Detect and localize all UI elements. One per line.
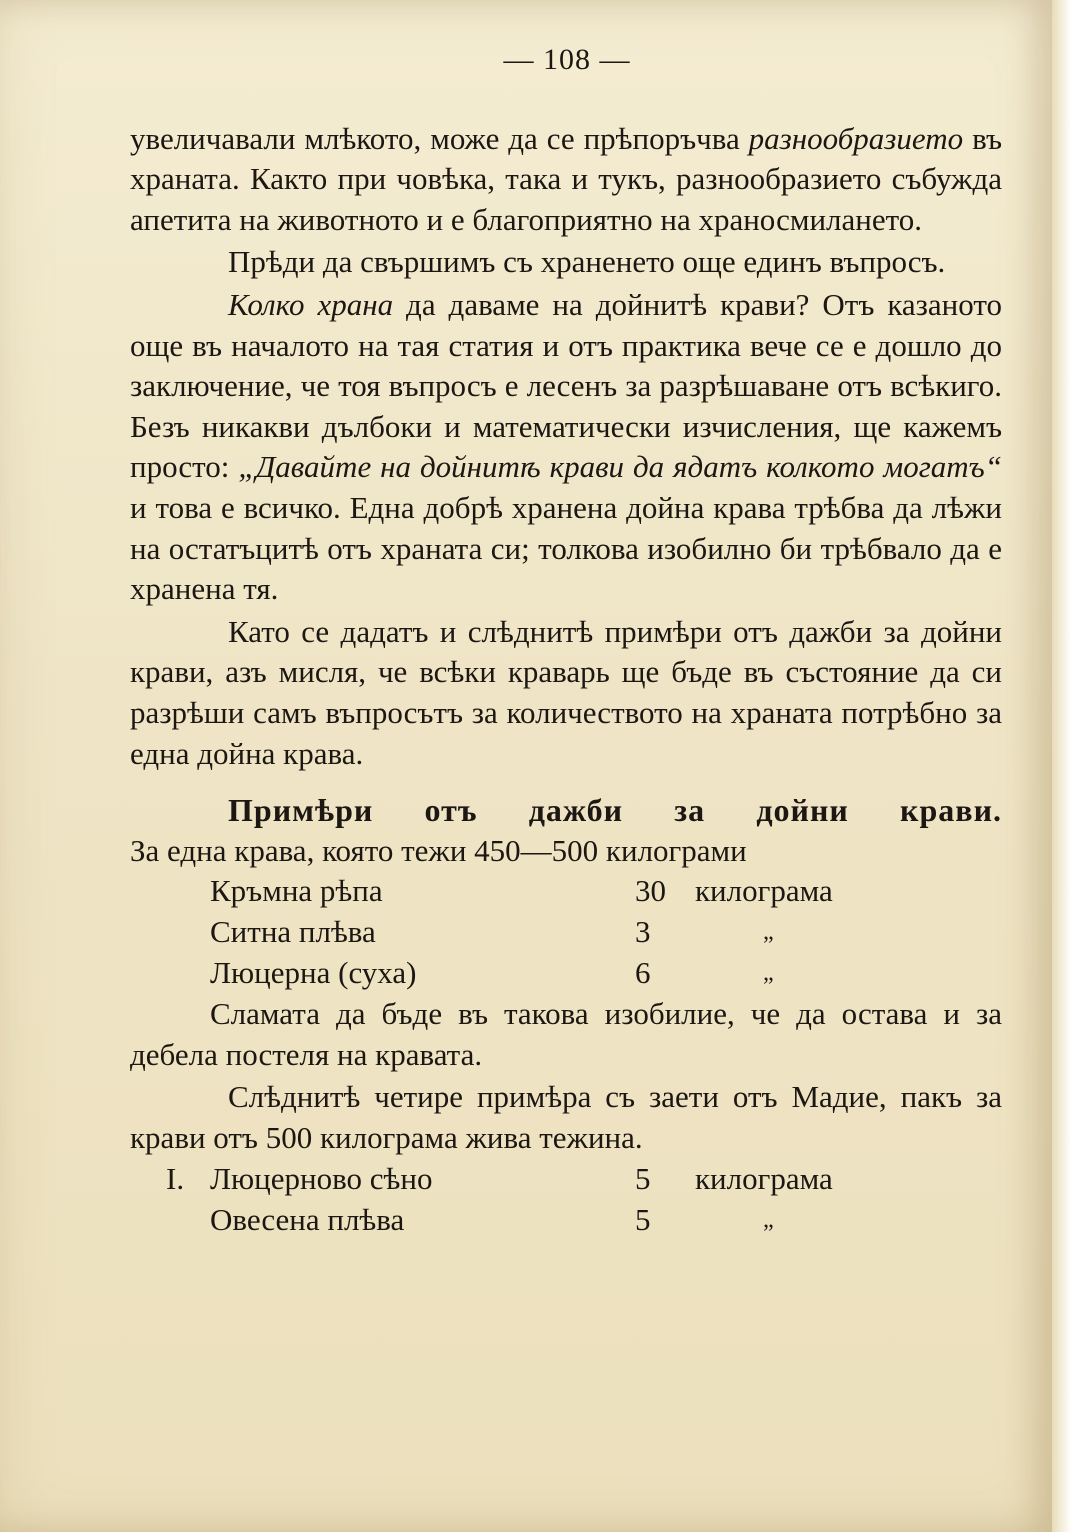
- feed-amount: 6: [635, 955, 651, 991]
- paragraph-examples-intro: Като се дадатъ и слѣднитѣ примѣри отъ дажби за дойни крави, азъ мисля, че всѣки краварь ще бъде въ състояние да си разрѣши самъ въпросътъ за количеството на храната потрѣбно за една дойна крава.: [130, 613, 1002, 771]
- feed-name: Ситна плѣва: [210, 914, 376, 950]
- feed-unit: „: [763, 960, 774, 987]
- feed-amount: 5: [635, 1160, 651, 1196]
- p3-end: и това е всичко. Една добрѣ хранена дойна крава трѣбва да лѣжи на остатъцитѣ отъ храната си; толкова изобилно би трѣбвало да е хранена тя.: [130, 489, 1002, 607]
- feed-amount: 5: [635, 1201, 651, 1237]
- feed-name: Люцерново сѣно: [210, 1160, 433, 1196]
- ration-row: [130, 1159, 1002, 1200]
- feed-name: Люцерна (суха): [210, 955, 417, 991]
- p3-emphasis: Колко храна: [228, 286, 394, 322]
- ration-number: I.: [166, 1160, 185, 1196]
- madie-note: Слѣднитѣ четире примѣра съ заети отъ Мадие, пакъ за крави отъ 500 килограма жива тежина.: [130, 1079, 1002, 1156]
- feed-unit: „: [763, 919, 774, 946]
- feed-amount: 3: [635, 914, 651, 950]
- paragraph-how-much-feed: [130, 285, 1002, 610]
- ration-row: [130, 953, 1002, 994]
- feed-name: Овесена плѣва: [210, 1201, 405, 1237]
- ration-row: [130, 871, 1002, 912]
- feed-amount: 30: [635, 873, 666, 909]
- page-number: — 108 —: [503, 43, 631, 76]
- p1-end: въ храната. Както при човѣка, така и тукъ, разнообразието събужда апетита на животното и е благоприятно на храносмилането.: [130, 120, 1002, 237]
- page-content: [130, 40, 1002, 1241]
- feed-unit: „: [763, 1206, 774, 1233]
- examples-heading: Примѣри отъ дажби за дойни крави.: [228, 792, 1002, 829]
- p3-middle: да даваме на дойнитѣ крави? Отъ казаното още въ началото на тая статия и отъ практика вече се е дошло до заключение, че тоя въпросъ е лесенъ за разрѣшаване отъ всѣкиго. Безъ никакви дълбоки и математически изчисления, ще кажемъ просто:: [130, 286, 1002, 485]
- p3-quote: „Давайте на дойнитѣ крави да ядатъ колкото могатъ“: [238, 449, 1003, 485]
- feed-name: Кръмна рѣпа: [210, 873, 383, 909]
- example-intro: За една крава, която тежи 450—500 килограми: [130, 832, 747, 868]
- p1-start: увеличавали млѣкото, може да се прѣпоръчва: [130, 120, 749, 156]
- ration-list-2: [130, 1159, 1002, 1241]
- ration-row: [130, 1200, 1002, 1241]
- p1-emphasis: разнообразието: [748, 120, 964, 156]
- ration-row: [130, 912, 1002, 953]
- straw-note: Сламата да бъде въ такова изобилие, че да остава и за дебела постеля на кравата.: [130, 996, 1002, 1072]
- paragraph-question-intro: Прѣди да свършимъ съ храненето още единъ въпросъ.: [228, 244, 946, 280]
- feed-unit: килограма: [695, 873, 833, 909]
- feed-unit: килограма: [695, 1160, 833, 1196]
- page-edge: [1052, 0, 1080, 1532]
- ration-list-1: [130, 871, 1002, 994]
- paragraph-variety: [130, 119, 1002, 241]
